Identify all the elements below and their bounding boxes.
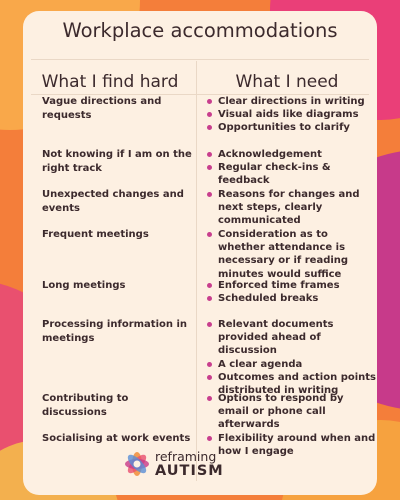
need-item: Outcomes and action points distributed in writing [206, 371, 376, 397]
reframing-autism-logo [122, 447, 252, 483]
need-item: Acknowledgement [206, 148, 376, 161]
bullet-icon [207, 232, 212, 237]
hard-item: Vague directions and requests [42, 96, 162, 121]
need-item: Consideration as to whether attendance is necessary or if reading minutes would suffice [206, 228, 376, 281]
hard-item: Socialising at work events [42, 433, 191, 444]
logo-text-top: reframing [155, 449, 217, 464]
need-item: A clear agenda [206, 358, 376, 371]
need-item: Options to respond by email or phone call afterwards [206, 392, 376, 432]
need-list [206, 392, 376, 432]
bullet-icon [207, 375, 212, 380]
column-header-hard: What I find hard [41, 72, 179, 92]
need-item: Reasons for changes and next steps, clearly communicated [206, 188, 376, 228]
bullet-icon [207, 99, 212, 104]
bullet-icon [207, 125, 212, 130]
bullet-icon [207, 362, 212, 367]
hard-item: Contributing to discussions [42, 393, 129, 418]
need-item: Opportunities to clarify [206, 121, 376, 134]
need-list [206, 188, 376, 228]
bullet-icon [207, 112, 212, 117]
bullet-icon [207, 165, 212, 170]
column-header-need: What I need [235, 72, 339, 92]
bullet-icon [207, 152, 212, 157]
hard-item: Frequent meetings [42, 229, 149, 240]
need-list [206, 228, 376, 281]
need-item: Enforced time frames [206, 279, 376, 292]
logo-icon [122, 449, 152, 479]
hard-item: Long meetings [42, 280, 126, 291]
bullet-icon [207, 283, 212, 288]
need-item: Regular check-ins & feedback [206, 161, 376, 187]
need-list [206, 95, 376, 135]
need-item: Visual aids like diagrams [206, 108, 376, 121]
hard-item: Not knowing if I am on the right track [42, 149, 192, 174]
need-item: Relevant documents provided ahead of discussion [206, 318, 376, 358]
hard-item: Unexpected changes and events [42, 189, 184, 214]
need-item: Flexibility around when and how I engage [206, 432, 376, 458]
need-item: Scheduled breaks [206, 292, 376, 305]
need-list [206, 148, 376, 188]
divider [31, 59, 369, 60]
bullet-icon [207, 296, 212, 301]
hard-item: Processing information in meetings [42, 319, 188, 344]
bullet-icon [207, 436, 212, 441]
need-item: Clear directions in writing [206, 95, 376, 108]
need-list [206, 318, 376, 397]
page-title: Workplace accommodations [62, 19, 338, 42]
bullet-icon [207, 322, 212, 327]
bullet-icon [207, 396, 212, 401]
accommodations-card [23, 11, 377, 495]
column-divider [196, 61, 197, 481]
bullet-icon [207, 192, 212, 197]
logo-text-bottom: AUTISM [155, 463, 224, 479]
need-list [206, 279, 376, 305]
